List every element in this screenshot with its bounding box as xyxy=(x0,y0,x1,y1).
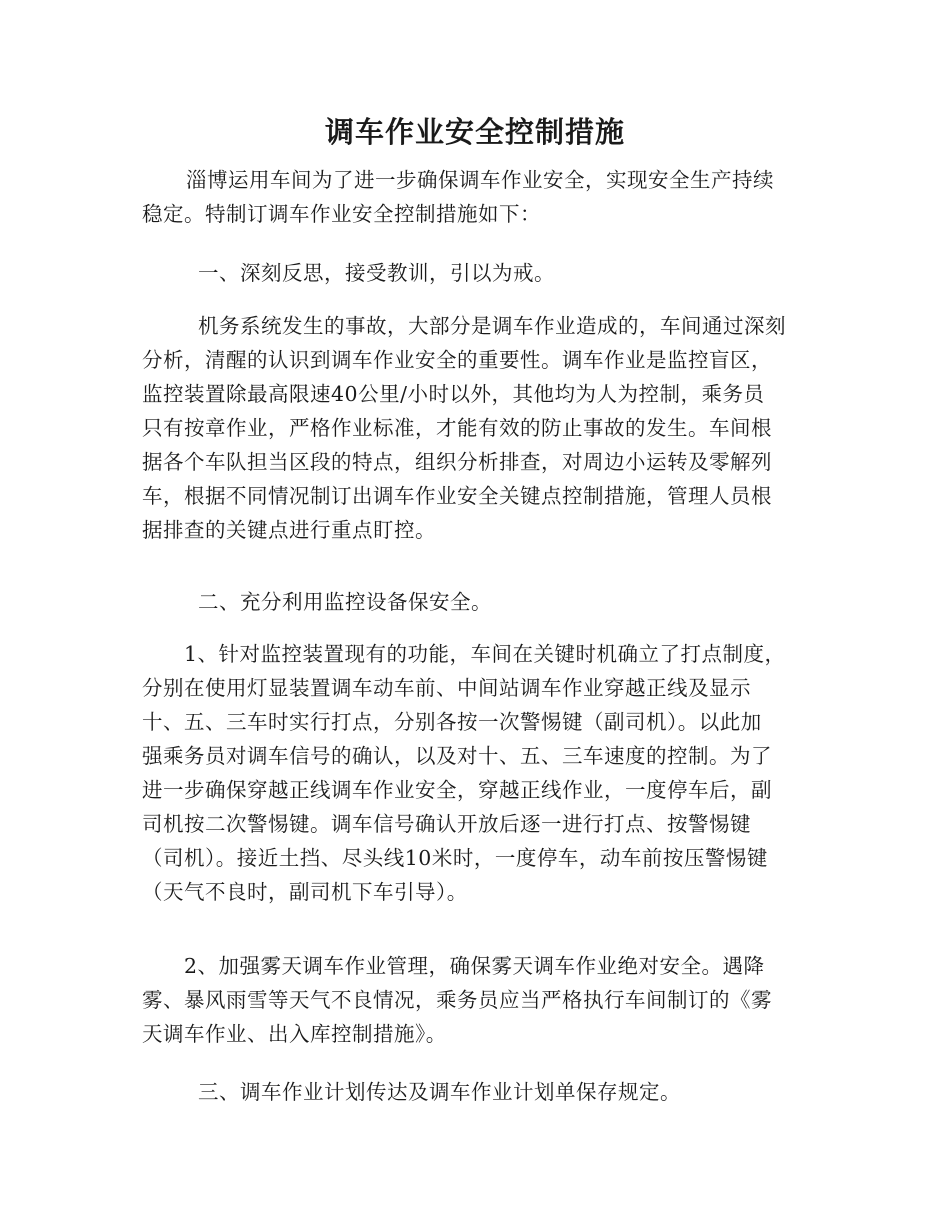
paragraph-line: 据排查的关键点进行重点盯控。 xyxy=(142,518,436,542)
body-paragraph-1 xyxy=(142,309,802,547)
paragraph-line: 分别在使用灯显装置调车动车前、中间站调车作业穿越正线及显示 xyxy=(142,676,751,700)
section-heading-1 xyxy=(142,256,802,290)
paragraph-line: 雾、暴风雨雪等天气不良情况，乘务员应当严格执行车间制订的《雾 xyxy=(142,988,772,1012)
paragraph-line: 十、五、三车时实行打点，分别各按一次警惕键（副司机）。以此加 xyxy=(142,710,762,734)
body-paragraph-3 xyxy=(142,949,802,1051)
paragraph-line: 1、针对监控装置现有的功能，车间在关键时机确立了打点制度， xyxy=(184,642,786,666)
heading-text: 二、充分利用监控设备保安全。 xyxy=(198,590,492,614)
paragraph-line: （司机）。接近土挡、尽头线10米时，一度停车，动车前按压警惕键 xyxy=(142,846,768,870)
paragraph-line: 只有按章作业，严格作业标准，才能有效的防止事故的发生。车间根 xyxy=(142,416,772,440)
paragraph-line: 强乘务员对调车信号的确认，以及对十、五、三车速度的控制。为了 xyxy=(142,744,772,768)
paragraph-line: 机务系统发生的事故，大部分是调车作业造成的，车间通过深刻 xyxy=(198,314,786,338)
paragraph-line: 司机按二次警惕键。调车信号确认开放后逐一进行打点、按警惕键 xyxy=(142,812,751,836)
paragraph-line: 进一步确保穿越正线调车作业安全，穿越正线作业，一度停车后，副 xyxy=(142,778,772,802)
paragraph-line: 2、加强雾天调车作业管理，确保雾天调车作业绝对安全。遇降 xyxy=(184,954,765,978)
document-title: 调车作业安全控制措施 xyxy=(324,115,625,149)
section-heading-3 xyxy=(142,1075,802,1109)
intro-line: 淄博运用车间为了进一步确保调车作业安全，实现安全生产持续 xyxy=(186,168,774,192)
heading-text: 一、深刻反思，接受教训，引以为戒。 xyxy=(198,261,555,285)
intro-paragraph xyxy=(142,163,802,231)
paragraph-line: 分析，清醒的认识到调车作业安全的重要性。调车作业是监控盲区， xyxy=(142,348,772,372)
paragraph-line: 监控装置除最高限速40公里/小时以外，其他均为人为控制，乘务员 xyxy=(142,382,765,406)
body-paragraph-2 xyxy=(142,637,802,909)
heading-text: 三、调车作业计划传达及调车作业计划单保存规定。 xyxy=(198,1080,681,1104)
paragraph-line: 车，根据不同情况制订出调车作业安全关键点控制措施，管理人员根 xyxy=(142,484,772,508)
intro-line: 稳定。特制订调车作业安全控制措施如下： xyxy=(142,202,541,226)
paragraph-line: 据各个车队担当区段的特点，组织分析排查，对周边小运转及零解列 xyxy=(142,450,772,474)
section-heading-2 xyxy=(142,585,802,619)
paragraph-line: （天气不良时，副司机下车引导）。 xyxy=(142,880,468,904)
paragraph-line: 天调车作业、出入库控制措施》。 xyxy=(142,1022,447,1046)
